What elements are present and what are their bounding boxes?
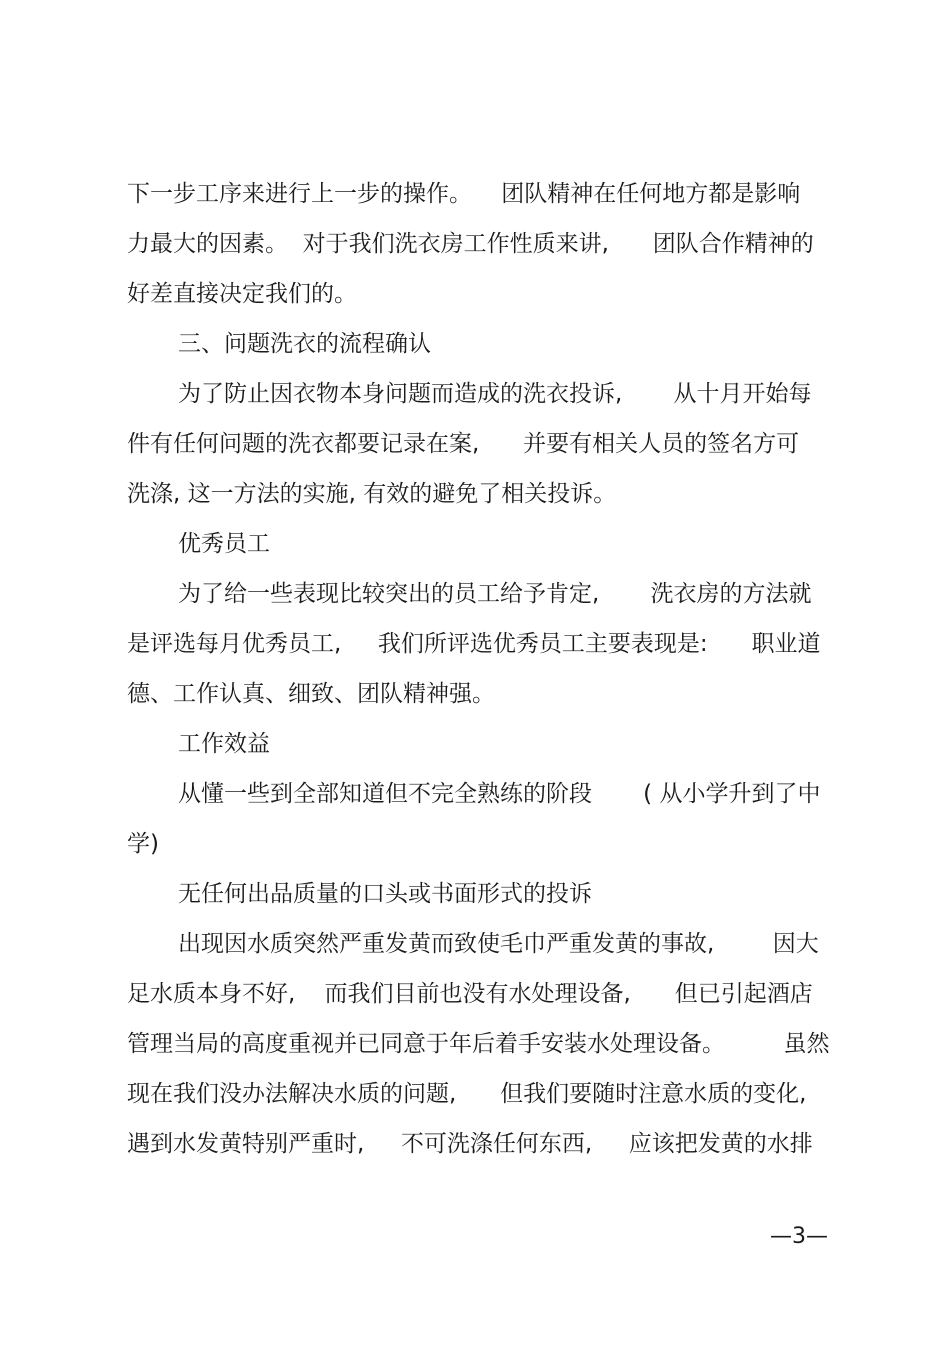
text-line: 是评选每月优秀员工, 我们所评选优秀员工主要表现是: 职业道 <box>127 631 821 657</box>
text-line: 足水质本身不好, 而我们目前也没有水处理设备, 但已引起酒店 <box>127 981 813 1007</box>
text-line: 学) <box>127 831 159 857</box>
text-line: 现在我们没办法解决水质的问题, 但我们要随时注意水质的变化, <box>127 1081 807 1107</box>
text-line: 洗涤, 这一方法的实施, 有效的避免了相关投诉。 <box>127 481 617 507</box>
text-line: 出现因水质突然严重发黄而致使毛巾严重发黄的事故, 因大 <box>178 931 819 957</box>
text-line: 遇到水发黄特别严重时, 不可洗涤任何东西, 应该把发黄的水排 <box>127 1131 813 1157</box>
text-line: 好差直接决定我们的。 <box>127 281 357 307</box>
page-number: —3— <box>770 1224 828 1249</box>
section-heading: 工作效益 <box>178 731 270 757</box>
text-line: 无任何出品质量的口头或书面形式的投诉 <box>178 881 592 907</box>
text-line: 管理当局的高度重视并已同意于年后着手安装水处理设备。 虽然 <box>127 1031 830 1057</box>
section-heading: 三、问题洗衣的流程确认 <box>178 331 431 357</box>
text-line: 力最大的因素。 对于我们洗衣房工作性质来讲, 团队合作精神的 <box>127 231 814 257</box>
section-heading: 优秀员工 <box>178 531 270 557</box>
text-line: 从懂一些到全部知道但不完全熟练的阶段 ( 从小学升到了中 <box>178 781 821 807</box>
text-line: 为了防止因衣物本身问题而造成的洗衣投诉, 从十月开始每 <box>178 381 812 407</box>
text-line: 件有任何问题的洗衣都要记录在案, 并要有相关人员的签名方可 <box>127 431 800 457</box>
text-line: 德、工作认真、细致、团队精神强。 <box>127 681 495 707</box>
text-line: 为了给一些表现比较突出的员工给予肯定, 洗衣房的方法就 <box>178 581 812 607</box>
text-line: 下一步工序来进行上一步的操作。 团队精神在任何地方都是影响 <box>127 181 801 207</box>
